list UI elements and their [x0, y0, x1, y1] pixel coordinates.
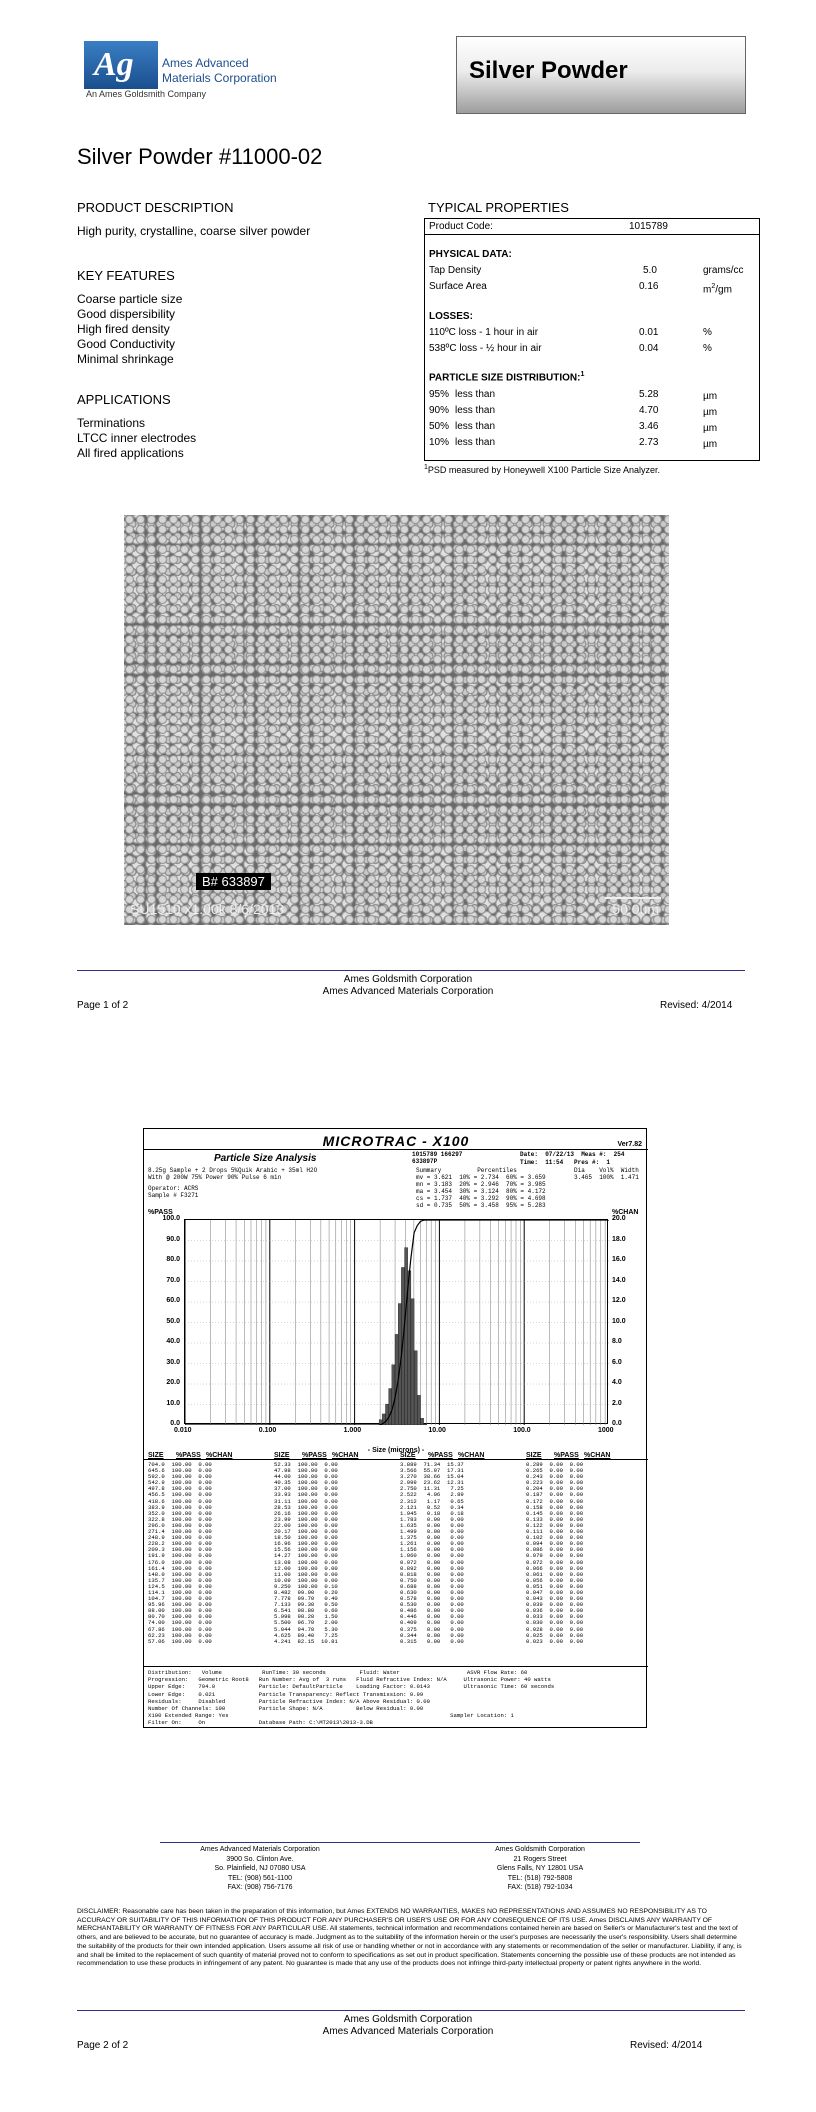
- table-header-size: SIZE: [274, 1452, 290, 1459]
- table-header-pass: %PASS: [428, 1452, 453, 1459]
- chan-bar: [408, 1271, 411, 1425]
- loss-2-unit: %: [703, 343, 712, 354]
- tap-density-unit: grams/cc: [703, 265, 744, 276]
- sem-info: SU1510 x1.00k 8/6/2013: [130, 901, 285, 917]
- table-column-2: 52.33 100.00 0.00 47.98 100.00 0.00 44.00 100.00 0.00 40.35 100.00 0.00 37.00 100.00 0.00 33.93 100.00 0.00 31.11 100.00 0.00 28.53 100.00 0.00 26.16 100.00 0.00 23.99 100.00 0.00 22.00 100.00 0.00 20.17 100.00 0.00 18.50 100.00 0.00 16.96 100.00 0.00 15.56 100.00 0.00 14.27 100.00 0.00 13.08 100.00 0.00 12.00 100.00 0.00 11.00 100.00 0.00 10.09 100.00 0.00 9.250 100.00 0.10 8.482 99.90 0.20 7.778 99.70 0.40 7.133 99.30 0.50 6.541 98.80 0.60 5.998 98.20 1.50 5.500 96.70 2.00 5.044 94.70 5.30 4.625 89.40 7.25 4.241 82.15 10.81: [274, 1461, 338, 1645]
- sem-scale-label: 50.0um: [612, 901, 659, 917]
- footnote-text: PSD measured by Honeywell X100 Particle Size Analyzer.: [427, 465, 661, 475]
- contact-rule: [160, 1842, 640, 1843]
- report-sample: 8.25g Sample + 2 Drops 5%Quik Arabic + 35ml H2O With @ 200W 75% Power 90% Pulse 6 min: [148, 1167, 318, 1181]
- psd-pct: 90%: [429, 405, 450, 416]
- loss-1-value: 0.01: [639, 327, 659, 338]
- y-tick-left: 0.0: [170, 1420, 180, 1427]
- product-code-label: Product Code:: [429, 221, 493, 232]
- y-tick-left: 30.0: [166, 1358, 180, 1366]
- table-header-chan: %CHAN: [584, 1452, 611, 1459]
- y-tick-left: 50.0: [166, 1317, 180, 1325]
- surface-area-label: Surface Area: [429, 281, 487, 292]
- report-operator: Operator: ACRS Sample # F3271: [148, 1185, 199, 1199]
- report-date: Date: 07/22/13 Meas #: 254: [520, 1151, 625, 1158]
- revised-date: Revised: 4/2014: [630, 2040, 703, 2051]
- y-tick-right: 14.0: [612, 1276, 626, 1284]
- psd-label: less than: [455, 389, 496, 400]
- x-tick: 1000: [598, 1427, 614, 1434]
- chan-bar: [414, 1351, 417, 1425]
- applications-heading: APPLICATIONS: [77, 392, 171, 407]
- y-tick-right: 10.0: [612, 1317, 626, 1325]
- y-tick-right: 0.0: [612, 1420, 622, 1427]
- report-peaks: Dia Vol% Width 3.465 100% 1.471: [574, 1167, 639, 1181]
- physical-data-heading: PHYSICAL DATA:: [429, 249, 512, 260]
- psd-data-table: [144, 1452, 648, 1667]
- y-tick-right: 20.0: [612, 1215, 626, 1222]
- x-tick: 1.000: [343, 1427, 362, 1434]
- product-title: Silver Powder #11000-02: [77, 144, 323, 169]
- table-header-chan: %CHAN: [458, 1452, 485, 1459]
- footer-company-1: Ames Goldsmith Corporation: [343, 974, 473, 985]
- loss-1-label: 110ºC loss - 1 hour in air: [429, 327, 539, 338]
- footer-company-1: Ames Goldsmith Corporation: [343, 2014, 473, 2025]
- x-tick: 0.100: [258, 1427, 277, 1434]
- description-heading: PRODUCT DESCRIPTION: [77, 200, 234, 215]
- y-tick-right: 6.0: [612, 1358, 622, 1366]
- psd-unit: µm: [703, 423, 718, 434]
- y-tick-right: 8.0: [612, 1338, 622, 1345]
- chan-bar: [424, 1424, 427, 1425]
- y-tick-left: 40.0: [166, 1338, 180, 1345]
- psd-pct: 10%: [429, 437, 450, 448]
- surface-area-unit-tail: /gm: [715, 284, 732, 296]
- table-header-size: SIZE: [400, 1452, 416, 1459]
- sem-micrograph: [124, 515, 669, 925]
- features-heading: KEY FEATURES: [77, 268, 175, 283]
- contact-right: Ames Goldsmith Corporation 21 Rogers Street Glens Falls, NY 12801 USA TEL: (518) 792-5808 FAX: (518) 792-1034: [495, 1846, 585, 1891]
- sem-scale-bar: [605, 897, 661, 899]
- psd-value: 3.46: [639, 421, 659, 432]
- logo-line-1: Ames Advanced: [162, 56, 249, 70]
- title-box: [456, 36, 746, 114]
- surface-area-value: 0.16: [639, 281, 659, 292]
- table-column-1: 704.0 100.00 0.00 645.6 100.00 0.00 592.0 100.00 0.00 542.9 100.00 0.00 497.8 100.00 0.00 456.5 100.00 0.00 418.6 100.00 0.00 383.9 100.00 0.00 352.0 100.00 0.00 322.8 100.00 0.00 296.0 100.00 0.00 271.4 100.00 0.00 248.9 100.00 0.00 228.2 100.00 0.00 209.3 100.00 0.00 191.9 100.00 0.00 176.0 100.00 0.00 161.4 100.00 0.00 148.0 100.00 0.00 135.7 100.00 0.00 124.5 100.00 0.00 114.1 100.00 0.00 104.7 100.00 0.00 95.96 100.00 0.00 88.00 100.00 0.00 80.70 100.00 0.00 74.00 100.00 0.00 67.86 100.00 0.00 62.23 100.00 0.00 57.06 100.00 0.00: [148, 1461, 212, 1645]
- table-header-size: SIZE: [148, 1452, 164, 1459]
- product-code-value: 1015789: [629, 221, 668, 232]
- y-tick-right: 18.0: [612, 1235, 626, 1243]
- report-title: MICROTRAC - X100: [322, 1133, 470, 1149]
- psd-footnote: [424, 464, 660, 475]
- table-header-chan: %CHAN: [206, 1452, 233, 1459]
- report-subtitle: Particle Size Analysis: [214, 1153, 317, 1164]
- report-parameters: Distribution: Volume RunTime: 30 seconds Fluid: Water ASVR Flow Rate: 60 Progression: Geometric Root8 Run Number: Avg of 3 runs Fluid Refractive Index: N/A Ultrasonic Power: 40 watts Upper Edge: 704.0 Particle: DefaultParticle Loading Factor: 0.0143 Ultrasonic Time: 60 seconds Lower Edge: 0.021 Particle Transparency: Reflect Transmission: 0.99 Residuals: Disabled Particle Refractive Index: N/A Above Residual: 0.00 Number Of Channels: 100 Particle Shape: N/A Below Residual: 0.00 X100 Extended Range: Yes Sampler Location: 1 Filter On: On Database Path: C:\MT2013\2013-3.DB: [148, 1669, 555, 1727]
- properties-heading: TYPICAL PROPERTIES: [428, 200, 569, 215]
- psd-pct: 95%: [429, 389, 450, 400]
- description-text: High purity, crystalline, coarse silver powder: [77, 224, 311, 238]
- footer-company-2: Ames Advanced Materials Corporation: [322, 2026, 494, 2037]
- tap-density-value: 5.0: [643, 265, 657, 276]
- microtrac-report: [143, 1128, 647, 1728]
- psd-value: 4.70: [639, 405, 659, 416]
- surface-area-unit-base: m: [703, 284, 712, 296]
- y-tick-left: 70.0: [166, 1276, 180, 1284]
- application-item: LTCC inner electrodes: [77, 431, 197, 445]
- loss-2-label: 538ºC loss - ½ hour in air: [429, 343, 542, 354]
- sem-sample-id: B# 633897: [196, 873, 271, 890]
- applications-list: [77, 416, 196, 461]
- chan-bar: [420, 1418, 423, 1425]
- psd-unit: µm: [703, 407, 718, 418]
- surface-area-unit: [703, 283, 732, 295]
- page-number: Page 1 of 2: [77, 1000, 129, 1011]
- report-version: Ver7.82: [617, 1141, 642, 1148]
- table-header-chan: %CHAN: [332, 1452, 359, 1459]
- report-summary: Summary Percentiles mv = 3.621 10% = 2.734 60% = 3.659 mn = 3.183 20% = 2.946 70% = 3.985 ma = 3.454 30% = 3.124 80% = 4.172 cs = 1.737 40% = 3.292 90% = 4.698 sd = 0.735 50% = 3.458 95% = 5.283: [416, 1167, 546, 1209]
- y-tick-left: 100.0: [162, 1215, 180, 1222]
- psd-value: 5.28: [639, 389, 659, 400]
- feature-item: Good Conductivity: [77, 337, 176, 351]
- chan-bar: [392, 1365, 395, 1425]
- table-header-pass: %PASS: [176, 1452, 201, 1459]
- psd-footnote-mark: 1: [580, 371, 585, 378]
- psd-chart-svg: [185, 1220, 609, 1425]
- feature-item: Minimal shrinkage: [77, 352, 174, 366]
- page-number: Page 2 of 2: [77, 2040, 129, 2051]
- footer-company-2: Ames Advanced Materials Corporation: [322, 986, 494, 997]
- features-list: [77, 292, 182, 367]
- tap-density-label: Tap Density: [429, 265, 482, 276]
- feature-item: Coarse particle size: [77, 292, 183, 306]
- chan-bar: [405, 1248, 408, 1425]
- feature-item: High fired density: [77, 322, 170, 336]
- y-tick-left: 20.0: [166, 1379, 180, 1386]
- chan-bar: [389, 1389, 392, 1425]
- psd-label: less than: [455, 437, 496, 448]
- footnote-mark: 1: [424, 464, 428, 471]
- y-tick-left: 90.0: [166, 1235, 180, 1243]
- table-header-pass: %PASS: [554, 1452, 579, 1459]
- x-axis-label: - Size (microns) -: [367, 1447, 425, 1454]
- psd-chart: [184, 1219, 608, 1424]
- contact-left: Ames Advanced Materials Corporation 3900 So. Clinton Ave. So. Plainfield, NJ 07080 USA TEL: (908) 561-1100 FAX: (908) 756-7176: [200, 1846, 320, 1891]
- psd-heading: [429, 371, 584, 383]
- psd-unit: µm: [703, 439, 718, 450]
- company-logo: [84, 41, 158, 89]
- footer-rule: [77, 970, 745, 971]
- losses-heading: LOSSES:: [429, 311, 473, 322]
- psd-heading-text: PARTICLE SIZE DISTRIBUTION:: [429, 372, 581, 384]
- application-item: All fired applications: [77, 446, 184, 460]
- table-header-pass: %PASS: [302, 1452, 327, 1459]
- logo-text: [162, 56, 277, 86]
- psd-pct: 50%: [429, 421, 450, 432]
- psd-value: 2.73: [639, 437, 659, 448]
- x-tick: 100.0: [513, 1427, 531, 1434]
- table-column-3: 3.889 71.34 15.37 3.566 55.97 17.31 3.270 38.66 15.04 2.999 23.62 12.31 2.750 11.31 7.25 2.522 4.06 2.89 2.312 1.17 0.65 2.121 0.52 0.34 1.945 0.18 0.18 1.783 0.00 0.00 1.635 0.00 0.00 1.499 0.00 0.00 1.375 0.00 0.00 1.261 0.00 0.00 1.156 0.00 0.00 1.060 0.00 0.00 0.972 0.00 0.00 0.892 0.00 0.00 0.818 0.00 0.00 0.750 0.00 0.00 0.688 0.00 0.00 0.630 0.00 0.00 0.578 0.00 0.00 0.530 0.00 0.00 0.486 0.00 0.00 0.446 0.00 0.00 0.409 0.00 0.00 0.375 0.00 0.00 0.344 0.00 0.00 0.315 0.00 0.00: [400, 1461, 464, 1645]
- application-item: Terminations: [77, 416, 146, 430]
- table-column-4: 0.289 0.00 0.00 0.265 0.00 0.00 0.243 0.00 0.00 0.223 0.00 0.00 0.204 0.00 0.00 0.187 0.00 0.00 0.172 0.00 0.00 0.158 0.00 0.00 0.145 0.00 0.00 0.133 0.00 0.00 0.122 0.00 0.00 0.111 0.00 0.00 0.102 0.00 0.00 0.094 0.00 0.00 0.086 0.00 0.00 0.079 0.00 0.00 0.072 0.00 0.00 0.066 0.00 0.00 0.061 0.00 0.00 0.056 0.00 0.00 0.051 0.00 0.00 0.047 0.00 0.00 0.043 0.00 0.00 0.039 0.00 0.00 0.036 0.00 0.00 0.033 0.00 0.00 0.030 0.00 0.00 0.028 0.00 0.00 0.025 0.00 0.00 0.023 0.00 0.00: [526, 1461, 584, 1645]
- loss-1-unit: %: [703, 327, 712, 338]
- logo-mark: Ag: [94, 46, 134, 83]
- x-tick: 0.010: [174, 1427, 192, 1434]
- chan-bar: [411, 1299, 414, 1425]
- surface-area-unit-exponent: 2: [711, 283, 716, 290]
- y-tick-left: 10.0: [166, 1399, 180, 1407]
- psd-label: less than: [455, 421, 496, 432]
- logo-subtitle: An Ames Goldsmith Company: [86, 89, 207, 99]
- revised-date: Revised: 4/2014: [660, 1000, 733, 1011]
- loss-2-value: 0.04: [639, 343, 659, 354]
- psd-label: less than: [455, 405, 496, 416]
- report-time: Time: 11:54 Pres #: 1: [520, 1159, 611, 1166]
- y-right-label: %CHAN: [612, 1209, 639, 1216]
- y-tick-left: 60.0: [166, 1297, 180, 1304]
- chan-bar: [417, 1395, 420, 1425]
- y-tick-right: 2.0: [612, 1399, 622, 1407]
- psd-unit: µm: [703, 391, 718, 402]
- logo-line-2: Materials Corporation: [162, 71, 277, 85]
- y-tick-right: 16.0: [612, 1256, 626, 1263]
- y-left-label: %PASS: [148, 1209, 173, 1216]
- title-box-text: Silver Powder: [469, 57, 628, 84]
- y-tick-left: 80.0: [166, 1256, 180, 1263]
- y-tick-right: 12.0: [612, 1297, 626, 1304]
- footer-rule: [77, 2010, 745, 2011]
- disclaimer: DISCLAIMER: Reasonable care has been taken in the preparation of this information, but Ames EXTENDS NO WARRANTIES, MAKES NO REPRESENTATIONS AND ASSUMES NO RESPONSIBILITY AS TO ACCURACY OR SUITABILITY OF THIS INFORMATION OF THIS PRODUCT FOR ANY PURCHASER'S OR USER'S USE OR FOR ANY CONSEQUENCE OF ITS USE. Ames DISCLAIMS ANY WARRANTY OF MERCHANTABILITY OR WARRANTY OF FITNESS FOR ANY PARTICULAR USE. All statements, technical information and recommendations contained herein are based on Seller's or Manufacturer's test and the text of others, and are believed to be accurate, but no guarantee of accuracy is made. Judgment as to the suitability of the information herein or the user's purposes are necessarily the user's responsibility. Users shall determine the suitability of the products for their own intended application. Users assume all risk of use or handling whether or not in accordance with any statements or recommendation of the seller or manufacturer. Liability, if any, is and shall be limited to the replacement of such quantity of material proved not to conform to specifications as set out in product specification. Statements concerning the possible use of these products are not intended as recommendation to use these products in infringement of any patent. No guarantee is made that any use of the products does not infringe third-party intellectual property or patent rights anywhere in the world.: [77, 1908, 742, 1968]
- y-tick-right: 4.0: [612, 1379, 622, 1386]
- table-header-size: SIZE: [526, 1452, 542, 1459]
- x-tick: 10.00: [428, 1427, 446, 1434]
- feature-item: Good dispersibility: [77, 307, 176, 321]
- properties-table: [424, 218, 760, 461]
- report-ids: 1015789 166297 633897P: [412, 1151, 463, 1165]
